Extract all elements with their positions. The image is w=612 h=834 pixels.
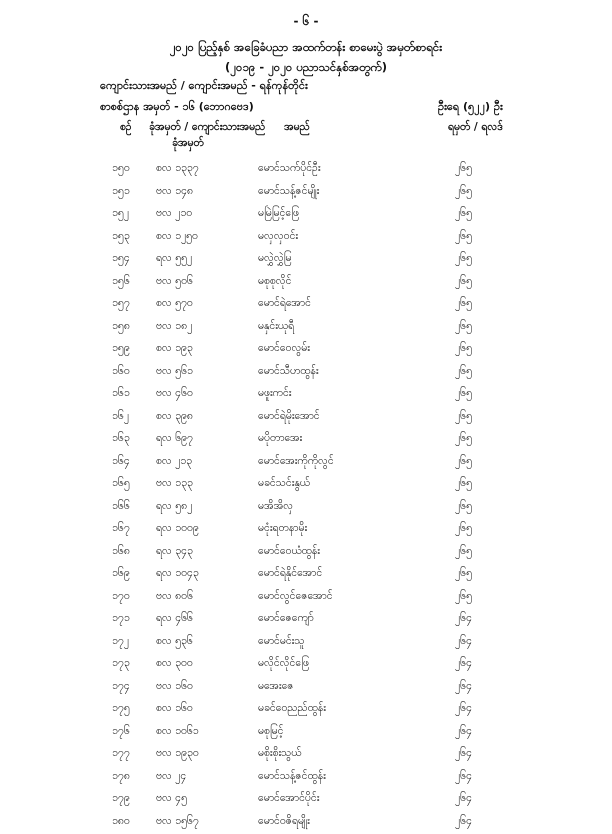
marks-value: ၂၆၅	[455, 185, 472, 200]
row-number: ၁၅၄	[112, 252, 130, 267]
student-name: မောင်လွင်ဇေအောင်	[258, 590, 333, 605]
marks-value: ၂၆၄	[455, 680, 472, 695]
roll-number: ရလ ၃၄၃	[156, 545, 193, 560]
table-row	[0, 519, 612, 542]
table-row	[0, 452, 612, 475]
roll-number: ဗလ ၁၈၂	[156, 320, 192, 335]
marks-value: ၂၆၅	[455, 252, 472, 267]
roll-number: စလ ၃၉၈	[156, 410, 193, 425]
column-header-roll: ခုံအမှတ် / ကျောင်းသားအမည်	[149, 121, 265, 136]
student-name: မောင်သက်ပိုင်ဦး	[258, 162, 321, 177]
table-row	[0, 272, 612, 295]
student-name: မခင်ဝေညည်ထွန်း	[258, 702, 326, 717]
student-name: မောင်ရဲမိုးအောင်	[258, 410, 320, 425]
marks-value: ၂၆၅	[455, 455, 472, 470]
roll-number: ဗလ ၅၆၁	[156, 365, 193, 380]
column-header-name: အမည်	[284, 121, 310, 136]
marks-value: ၂၆၅	[455, 500, 472, 515]
marks-value: ၂၆၄	[455, 792, 472, 807]
marks-value: ၂၆၅	[455, 387, 472, 402]
table-row	[0, 159, 612, 182]
marks-value: ၂၆၅	[455, 162, 472, 177]
roll-number: ဗလ ၂၄	[156, 770, 186, 785]
row-number: ၁၆၀	[112, 365, 130, 380]
roll-number: ရလ ၁၀၄၃	[156, 567, 199, 582]
row-number: ၁၆၉	[112, 567, 130, 582]
roll-number: ဗလ ၁၉၃၀	[156, 747, 199, 762]
marks-value: ၂၆၅	[455, 432, 472, 447]
roll-number: ဗလ ၁၆၀	[156, 680, 193, 695]
table-row	[0, 429, 612, 452]
row-number: ၁၇၂	[112, 635, 129, 650]
marks-value: ၂၆၅	[455, 410, 472, 425]
roll-number: ဗလ ၂၁၀	[156, 207, 192, 222]
region-heading: ကျောင်းသားအမည် / ကျောင်းအမည် - ရန်ကုန်တိုင်း	[100, 79, 308, 95]
marks-value: ၂၆၄	[455, 770, 472, 785]
row-number: ၁၆၂	[112, 410, 129, 425]
student-name: မလိုင်လိုင်ဖြေ	[258, 657, 309, 672]
row-number: ၁၅၈	[112, 320, 130, 335]
table-row	[0, 294, 612, 317]
marks-value: ၂၆၅	[455, 567, 472, 582]
table-row	[0, 249, 612, 272]
roll-number: ဗလ ၅၀၆	[156, 275, 193, 290]
table-row	[0, 474, 612, 497]
row-number: ၁၅၇	[112, 297, 130, 312]
student-name: မလွှဲလွှဲမြ	[258, 252, 291, 267]
table-row	[0, 587, 612, 610]
student-name: မောင်မင်းသူ	[258, 635, 304, 650]
document-title: ၂၀၂၀ ပြည့်နှစ် အခြေခံပညာ အထက်တန်း စာမေးပွဲ အမှတ်စာရင်း	[0, 40, 612, 57]
marks-value: ၂၆၅	[455, 342, 472, 357]
table-row	[0, 227, 612, 250]
student-name: မနှင်းယုရီ	[258, 320, 294, 335]
student-name: မစိုးစိုးသွယ်	[258, 747, 302, 762]
roll-number: စလ ၁၉၃	[156, 342, 193, 357]
row-number: ၁၅၀	[112, 162, 130, 177]
column-header-roll-sub: ခုံအမှတ်	[172, 137, 204, 152]
student-name: မောင်သန့်ဇင်မျိုး	[258, 185, 319, 200]
roll-number: ရလ ၄၆၆	[156, 612, 193, 627]
roll-number: ဗလ ၁၅၆၇	[156, 815, 199, 830]
page-number: - ၆ -	[0, 13, 612, 31]
row-number: ၁၇၉	[112, 792, 130, 807]
marks-value: ၂၆၅	[455, 522, 472, 537]
student-name: မပိုတာအေး	[258, 432, 302, 447]
marks-value: ၂၆၅	[455, 320, 472, 335]
table-row	[0, 609, 612, 632]
row-number: ၁၅၁	[112, 185, 130, 200]
row-number: ၁၇၅	[112, 702, 130, 717]
table-row	[0, 654, 612, 677]
table-row	[0, 632, 612, 655]
student-name: မောင်သန့်ဇင်ထွန်း	[258, 770, 326, 785]
row-number: ၁၆၆	[112, 500, 130, 515]
student-name: မမြဲမြင့်ဖြေ	[258, 207, 299, 222]
marks-value: ၂၆၅	[455, 545, 472, 560]
table-row	[0, 722, 612, 745]
table-row	[0, 789, 612, 812]
roll-number: စလ ၂၁၃	[156, 455, 192, 470]
student-name: မောင်ရဲအောင်	[258, 297, 311, 312]
roll-number: ဗလ ၁၃၃	[156, 477, 193, 492]
table-row	[0, 182, 612, 205]
row-number: ၁၇၇	[112, 747, 130, 762]
row-number: ၁၇၁	[112, 612, 130, 627]
row-number: ၁၇၄	[112, 680, 130, 695]
table-row	[0, 812, 612, 834]
exam-center-heading: စာစစ်ဌာန အမှတ် - ၁၆ (ဘောဂဗေဒ)	[100, 100, 254, 116]
marks-value: ၂၆၄	[455, 725, 472, 740]
table-row	[0, 744, 612, 767]
column-header-no: စဉ်	[120, 121, 132, 136]
marks-value: ၂၆၅	[455, 275, 472, 290]
marks-value: ၂၆၄	[455, 702, 472, 717]
marks-value: ၂၆၄	[455, 635, 472, 650]
marks-value: ၂၆၄	[455, 815, 472, 830]
roll-number: ဗလ ၁၄၈	[156, 185, 193, 200]
table-row	[0, 542, 612, 565]
row-number: ၁၅၂	[112, 207, 129, 222]
student-name: မငုံးရတနာမိုး	[258, 522, 307, 537]
table-row	[0, 317, 612, 340]
row-number: ၁၆၃	[112, 432, 130, 447]
row-number: ၁၇၆	[112, 725, 130, 740]
student-name: မအိအိလှ	[258, 500, 293, 515]
roll-number: ဗလ ၄၆၀	[156, 387, 193, 402]
row-number: ၁၇၈	[112, 770, 130, 785]
student-name: မောင်ဇေကျော်	[258, 612, 314, 627]
marks-value: ၂၆၄	[455, 612, 472, 627]
marks-value: ၂၆၅	[455, 297, 472, 312]
row-number: ၁၆၇	[112, 522, 130, 537]
roll-number: ရလ ၅၈၂	[156, 500, 192, 515]
student-name: မောင်ရဲနိုင်အောင်	[258, 567, 322, 582]
document-subtitle: (၂၀၁၉ - ၂၀၂၀ ပညာသင်နှစ်အတွက်)	[0, 60, 612, 77]
student-name: မောင်ဝဇိရမျိုး	[258, 815, 310, 830]
roll-number: ရလ ၅၅၂	[156, 252, 192, 267]
student-name: မဖူးကင်း	[258, 387, 291, 402]
table-row	[0, 767, 612, 790]
table-row	[0, 497, 612, 520]
marks-value: ၂၆၅	[455, 365, 472, 380]
roll-number: ရလ ၆၉၇	[156, 432, 193, 447]
marks-value: ၂၆၅	[455, 477, 472, 492]
table-row	[0, 407, 612, 430]
row-number: ၁၅၃	[112, 230, 130, 245]
table-row	[0, 339, 612, 362]
row-number: ၁၆၁	[112, 387, 130, 402]
roll-number: စလ ၅၃၆	[156, 635, 193, 650]
student-name: မောင်ဝေယံထွန်း	[258, 545, 320, 560]
results-table	[0, 159, 612, 834]
student-name: မောင်သီဟထွန်း	[258, 365, 319, 380]
roll-number: စလ ၃၀၀	[156, 657, 193, 672]
table-row	[0, 384, 612, 407]
marks-value: ၂၆၅	[455, 207, 472, 222]
row-number: ၁၈၀	[112, 815, 130, 830]
roll-number: ဗလ ၄၅	[156, 792, 187, 807]
table-row	[0, 699, 612, 722]
column-header-marks: ရမှတ် / ရလဒ်	[448, 121, 503, 136]
student-name: မအေးဇေ	[258, 680, 294, 695]
marks-value: ၂၆၅	[455, 590, 472, 605]
row-number: ၁၅၉	[112, 342, 130, 357]
student-name: မခင်သင်းနွယ်	[258, 477, 310, 492]
row-number: ၁၆၅	[112, 477, 130, 492]
table-row	[0, 677, 612, 700]
student-name: မလှလှဝင်း	[258, 230, 298, 245]
roll-number: စလ ၁၃၃၇	[156, 162, 199, 177]
roll-number: စလ ၁၂၅၀	[156, 230, 198, 245]
student-name: မောင်ဝေလွမ်း	[258, 342, 310, 357]
roll-number: ဗလ ၈၀၆	[156, 590, 193, 605]
row-number: ၁၆၄	[112, 455, 130, 470]
student-name: မောင်အောင်ပိုင်း	[258, 792, 319, 807]
table-row	[0, 204, 612, 227]
row-number: ၁၅၆	[112, 275, 130, 290]
marks-value: ၂၆၅	[455, 230, 472, 245]
student-name: မောင်အေးကိုကိုလွင်	[258, 455, 334, 470]
roll-number: စလ ၁၆၀	[156, 702, 193, 717]
roll-number: စလ ၁၀၆၁	[156, 725, 199, 740]
marks-value: ၂၆၄	[455, 657, 472, 672]
roll-number: ရလ ၁၀၀၉	[156, 522, 199, 537]
total-count: ဦးရေ (၅၂၂) ဦး	[438, 100, 503, 116]
row-number: ၁၇၃	[112, 657, 130, 672]
row-number: ၁၆၈	[112, 545, 130, 560]
student-name: မစုမြင့်	[258, 725, 284, 740]
row-number: ၁၇၀	[112, 590, 130, 605]
marks-value: ၂၆၄	[455, 747, 472, 762]
student-name: မစုစုလိုင်	[258, 275, 291, 290]
table-row	[0, 362, 612, 385]
roll-number: စလ ၅၇၀	[156, 297, 193, 312]
table-row	[0, 564, 612, 587]
